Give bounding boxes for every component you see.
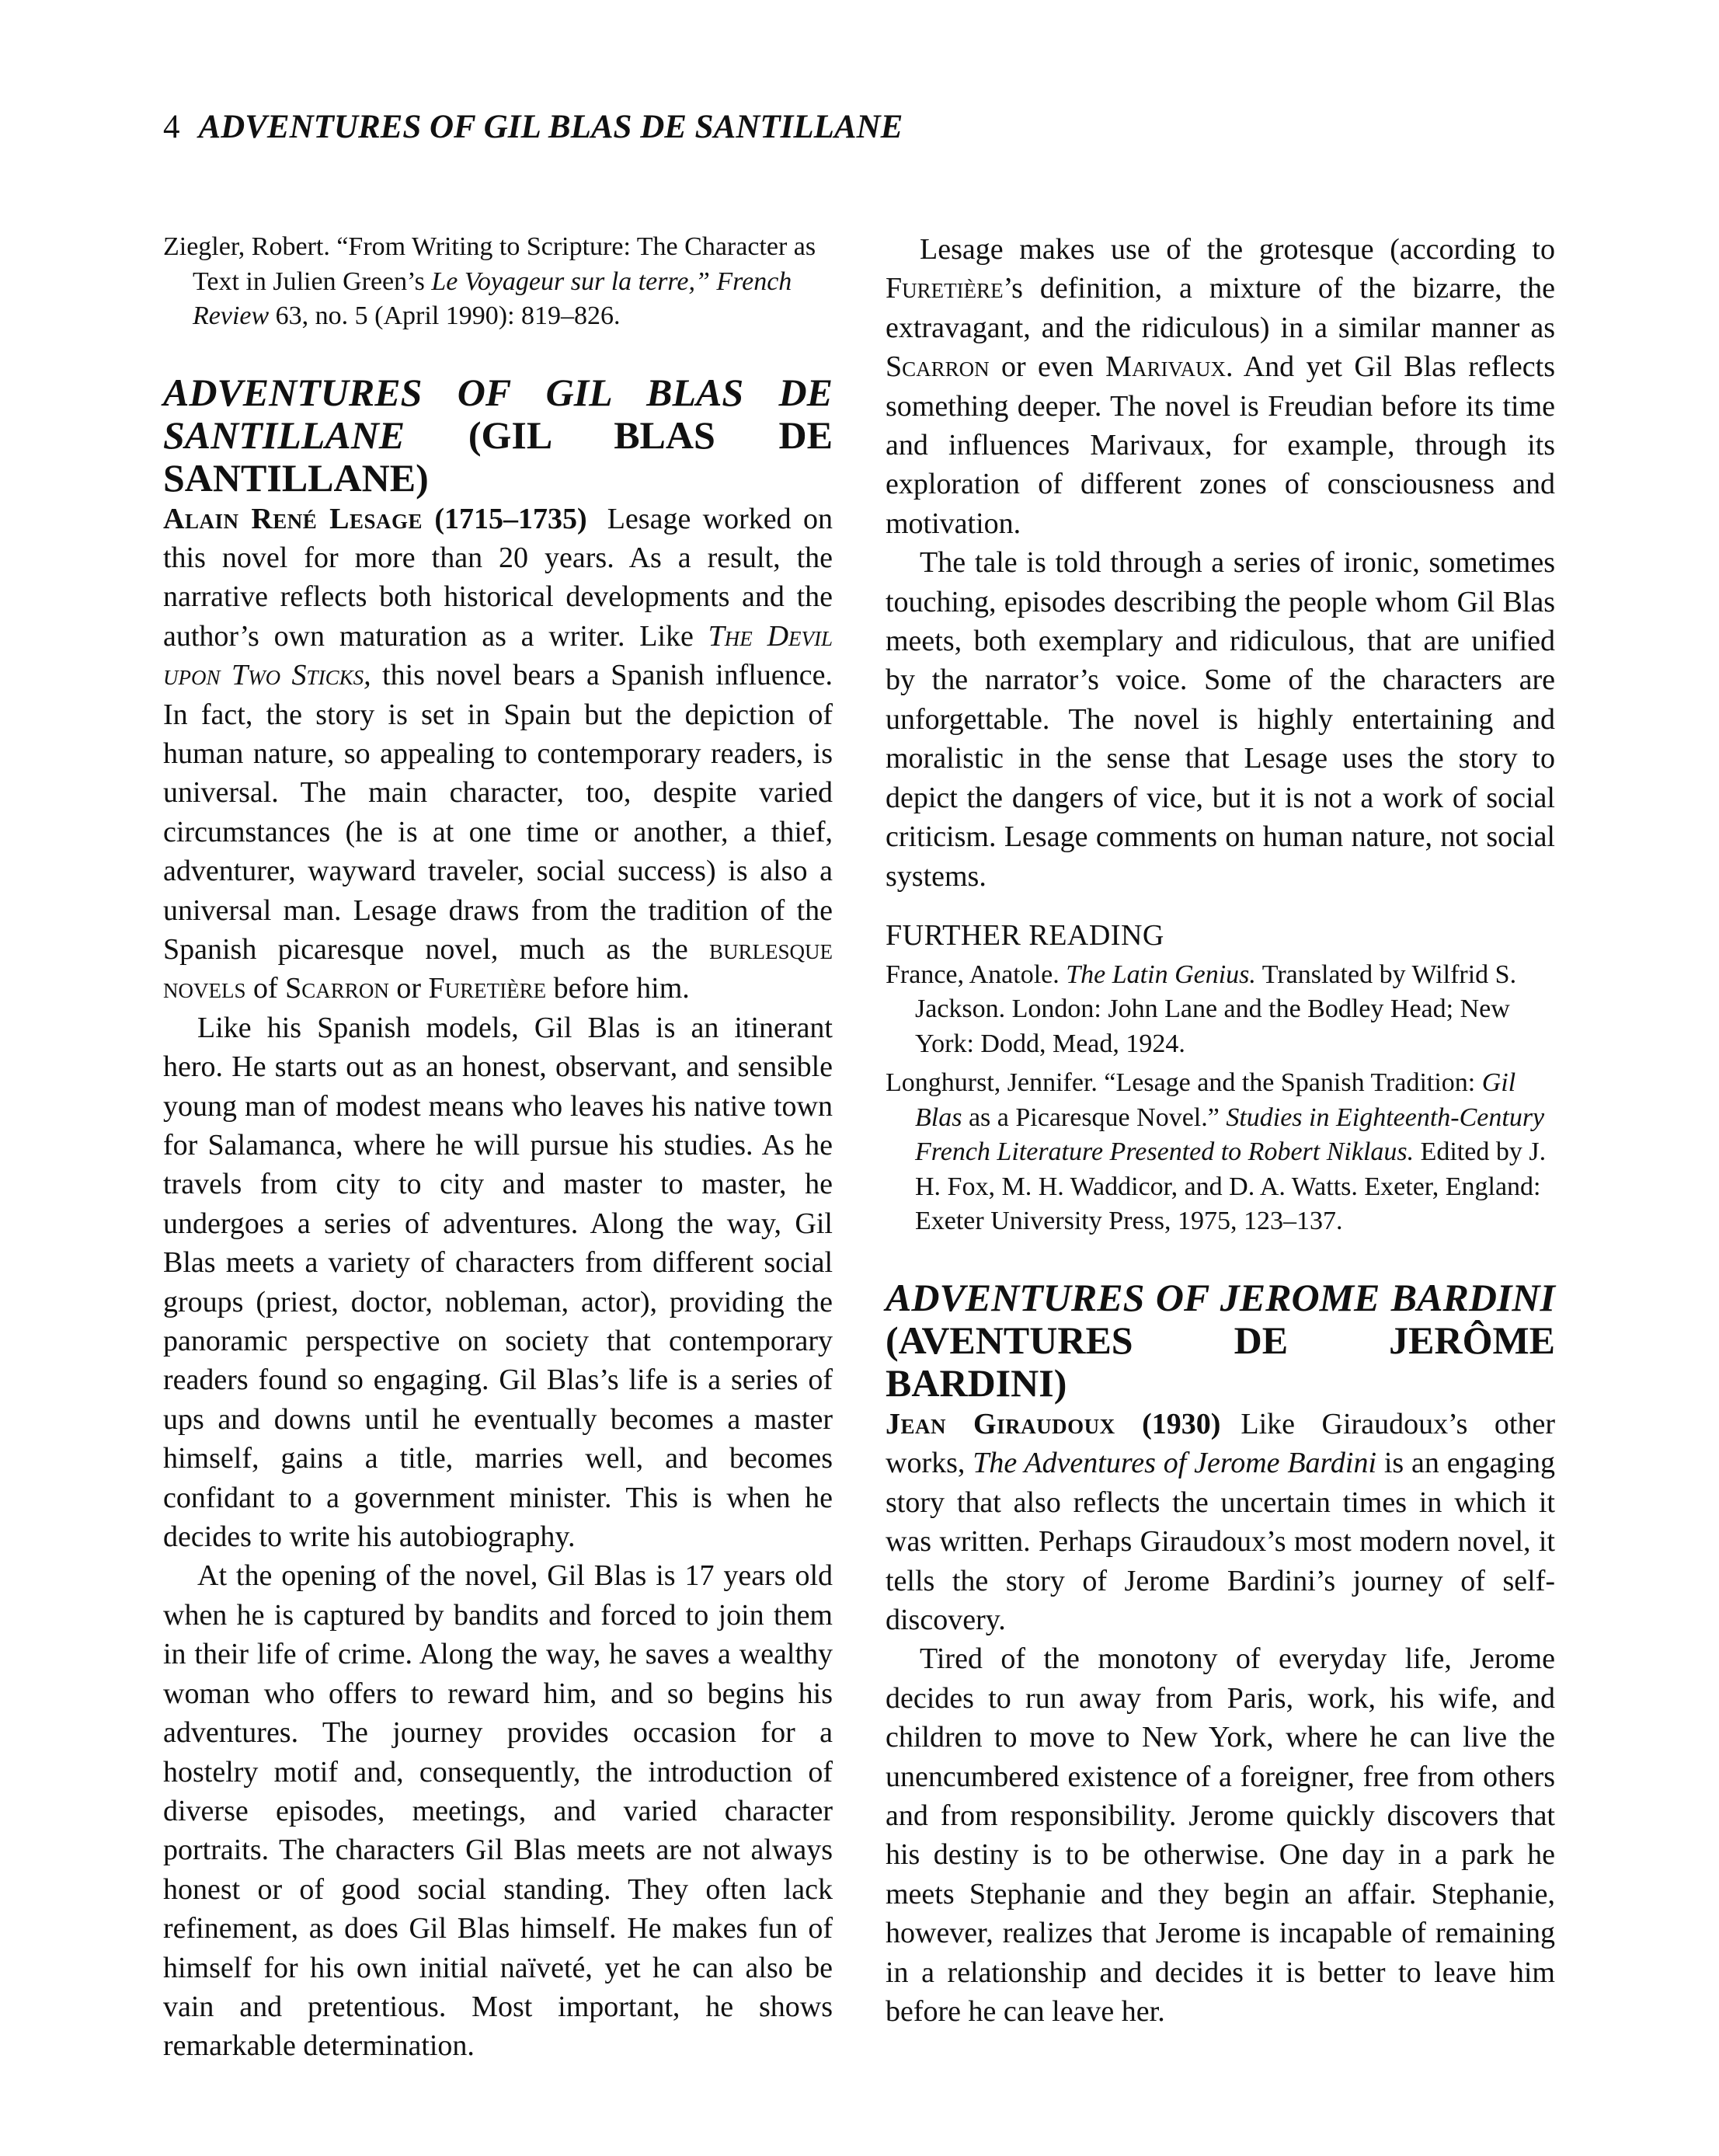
entry-title-gil-blas: [163, 371, 833, 500]
paragraph-text: before him.: [546, 972, 690, 1005]
reference-book: Studies in Eighteenth-Century French Literature Presented to Robert Niklaus.: [915, 1102, 1545, 1167]
cross-reference: Furetière: [428, 972, 547, 1005]
entry-dates: (1930): [1142, 1407, 1221, 1440]
paragraph-text: . And yet Gil Blas reflects something deeper. The novel is Freudian before its time and influences Marivaux, for example, through its exploration of different zones of consciousness and motivation.: [886, 350, 1555, 540]
entry-author: Jean Giraudoux: [886, 1407, 1115, 1440]
reference-text: Longhurst, Jennifer. “Lesage and the Spanish Tradition:: [886, 1068, 1482, 1098]
cross-reference: Scarron: [886, 350, 990, 384]
paragraph-text: ’s definition, a mixture of the bizarre, the extravagant, and the ridiculous) in a similar manner as: [886, 272, 1555, 344]
reference-text: France, Anatole.: [886, 960, 1067, 989]
paragraph-text: or even: [989, 350, 1106, 384]
paragraph-text: is an engaging story that also reflects the uncertain times in which it was written. Perhaps Giraudoux’s most modern novel, it tells the story of Jerome Bardini’s journey of self-discovery.: [886, 1447, 1555, 1636]
entry-title-original: (GIL BLAS DE SANTILLANE): [163, 413, 833, 500]
reference-title: The Latin Genius.: [1066, 960, 1256, 989]
reference-france: [886, 958, 1555, 1062]
entry-title-original: (AVENTURES DE JERÔME BARDINI): [886, 1318, 1555, 1405]
further-reading-heading: FURTHER READING: [886, 918, 1164, 952]
paragraph-text: Like Giraudoux’s other works,: [886, 1407, 1555, 1480]
paragraph-text: Lesage worked on this novel for more than 20 years. As a result, the narrative reflects both historical developments and the author’s own maturation as a writer. Like: [163, 502, 833, 653]
reference-text: 63, no. 5 (April 1990): 819–826.: [269, 301, 621, 330]
cross-reference: Marivaux: [1105, 350, 1226, 384]
entry-dates: (1715–1735): [434, 502, 587, 535]
reference-text: Edited by J. H. Fox, M. H. Waddicor, and D. A. Watts. Exeter, England: Exeter University Press, 1975, 123–137.: [915, 1137, 1547, 1236]
left-column: [163, 230, 833, 2066]
reference-text: as a Picaresque Novel.”: [962, 1102, 1227, 1132]
reference-title: Gil Blas: [915, 1068, 1516, 1132]
entry-paragraph: Like his Spanish models, Gil Blas is an itinerant hero. He starts out as an honest, observant, and sensible young man of modest means who leaves his native town for Salamanca, where he will pursue his studies. As he travels from city to city and master to master, he undergoes a series of adventures. Along the way, Gil Blas meets a variety of characters from different social groups (priest, doctor, nobleman, actor), providing the panoramic perspective on society that contemporary readers found so engaging. Gil Blas’s life is a series of ups and downs until he eventually becomes a master himself, gains a title, marries well, and becomes confidant to a government minister. This is when he decides to write his autobiography.: [163, 1011, 833, 1554]
paragraph-text: or: [388, 972, 429, 1005]
entry-title-jerome-bardini: [886, 1277, 1555, 1405]
entry-title-english: ADVENTURES OF JEROME BARDINI: [886, 1275, 1555, 1319]
entry-author: Alain René Lesage: [163, 502, 423, 535]
cross-reference: Furetière: [886, 272, 1004, 305]
reference-journal: French Review: [193, 266, 792, 330]
paragraph-text: this novel bears a Spanish influence. In fact, the story is set in Spain but the depiction of human nature, so appealing to contemporary readers, is universal. The main character, too, despite varied circumstances (he is at one time or another, a thief, adventurer, wayward traveler, social success) is also a universal man. Lesage draws from the tradition of the Spanish picaresque novel, much as the: [163, 659, 833, 966]
right-column: [886, 230, 1555, 2031]
reference-text: Ziegler, Robert. “From Writing to Scripture: The Character as Text in Julien Green’s: [163, 232, 816, 296]
paragraph-text: of: [245, 972, 286, 1005]
reference-text: Translated by Wilfrid S. Jackson. London: John Lane and the Bodley Head; New York: Dodd, Mead, 1924.: [915, 960, 1517, 1058]
book-title: The Adventures of Jerome Bardini: [973, 1447, 1377, 1480]
reference-longhurst: [886, 1066, 1555, 1239]
cross-reference: The Devil upon Two Sticks,: [163, 619, 833, 692]
entry-paragraph: [886, 230, 1555, 543]
cross-reference: Scarron: [285, 972, 389, 1005]
reference-ziegler: [163, 230, 833, 334]
reference-title: Le Voyageur sur la terre,”: [431, 266, 710, 296]
entry-title-english: ADVENTURES OF GIL BLAS DE SANTILLANE: [163, 370, 833, 457]
entry-paragraph: The tale is told through a series of ironic, sometimes touching, episodes describing the people whom Gil Blas meets, both exemplary and ridiculous, that are unified by the narrator’s voice. Some of the characters are unforgettable. The novel is highly entertaining and moralistic in the sense that Lesage uses the story to depict the dangers of vice, but it is not a work of social criticism. Lesage comments on human nature, not social systems.: [886, 546, 1555, 893]
running-head: [163, 107, 903, 148]
page-number: 4: [163, 109, 180, 145]
entry-paragraph: [886, 1405, 1555, 1639]
paragraph-text: Lesage makes use of the grotesque (according to: [920, 233, 1555, 266]
running-title: ADVENTURES OF GIL BLAS DE SANTILLANE: [198, 109, 903, 145]
cross-reference: burlesque novels: [163, 932, 833, 1005]
entry-paragraph: Tired of the monotony of everyday life, Jerome decides to run away from Paris, work, his wife, and children to move to New York, where he can live the unencumbered existence of a foreigner, free from others and from responsibility. Jerome quickly discovers that his destiny is to be otherwise. One day in a park he meets Stephanie and they begin an affair. Stephanie, however, realizes that Jerome is incapable of remaining in a relationship and decides it is better to leave him before he can leave her.: [886, 1642, 1555, 2028]
entry-paragraph: [163, 500, 833, 1008]
entry-paragraph: At the opening of the novel, Gil Blas is 17 years old when he is captured by bandits and forced to join them in their life of crime. Along the way, he saves a wealthy woman who offers to reward him, and so begins his adventures. The journey provides occasion for a hostelry motif and, consequently, the introduction of diverse episodes, meetings, and varied character portraits. The characters Gil Blas meets are not always honest or of good social standing. They often lack refinement, as does Gil Blas himself. He makes fun of himself for his own initial naïveté, yet he can also be vain and pretentious. Most important, he shows remarkable determination.: [163, 1559, 833, 2063]
